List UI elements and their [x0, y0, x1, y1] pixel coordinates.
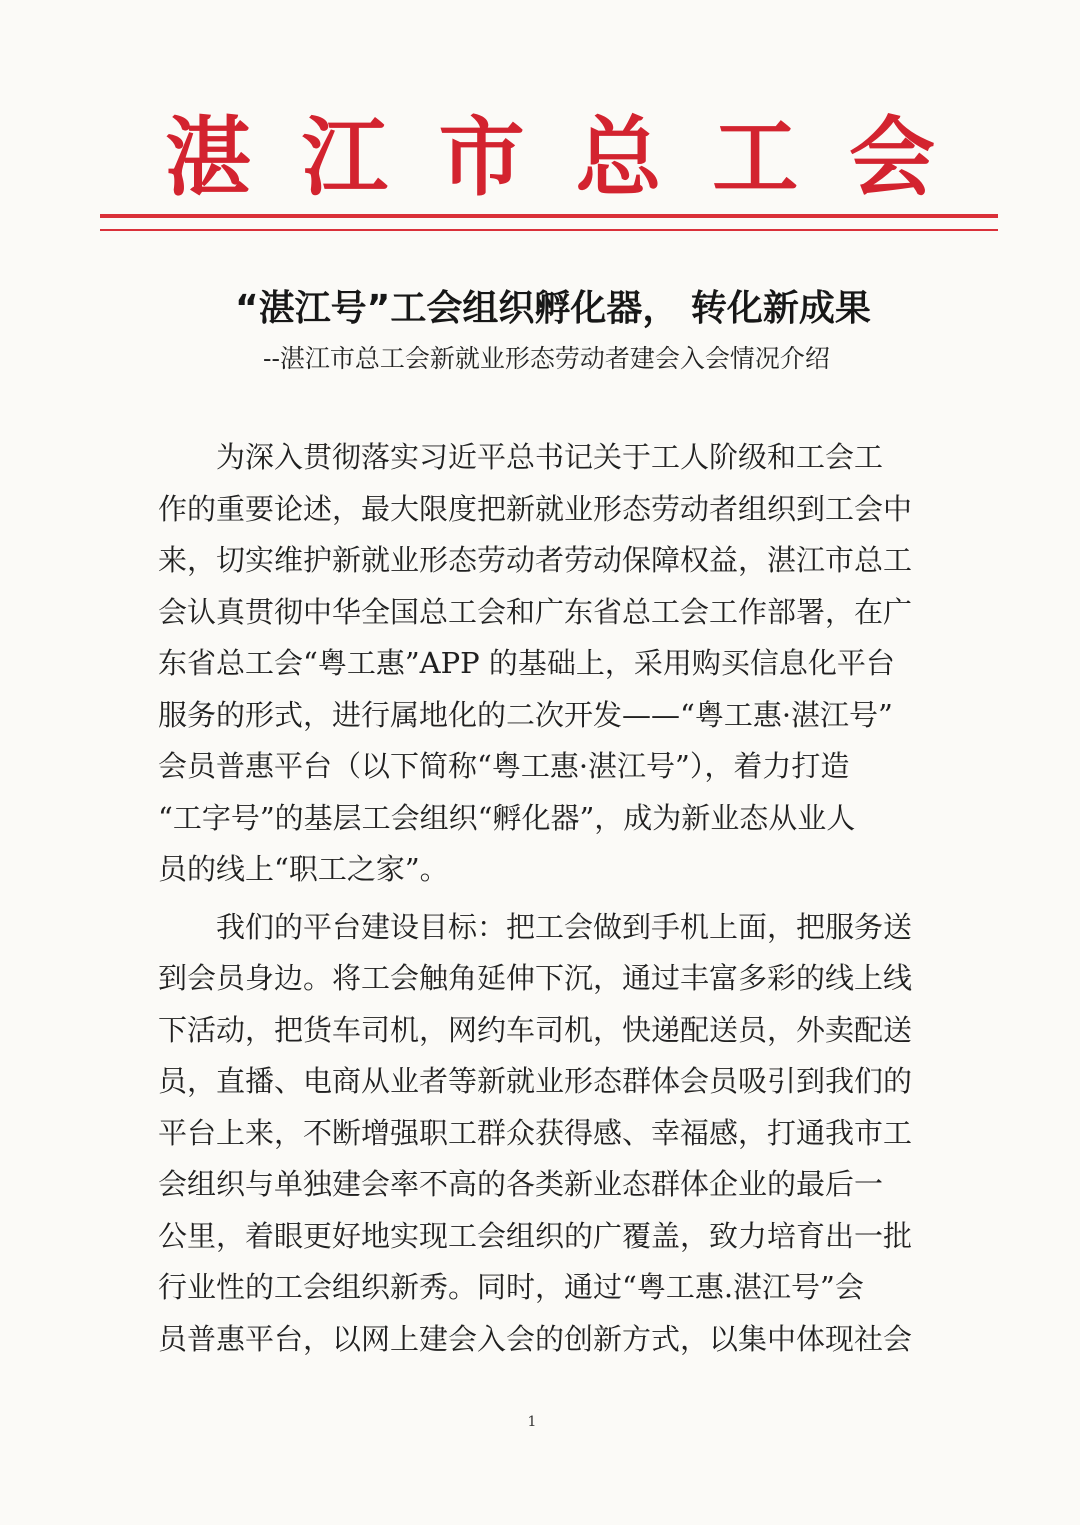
text-line: 行业性的工会组织新秀。同时，通过“粤工惠.湛江号”会 [158, 1270, 864, 1304]
text-line: 下活动，把货车司机，网约车司机，快递配送员，外卖配送 [158, 1012, 913, 1047]
text-line: 来，切实维护新就业形态劳动者劳动保障权益，湛江市总工 [158, 543, 913, 577]
text-line: 会组织与单独建会率不高的各类新业态群体企业的最后一 [158, 1167, 884, 1201]
text-line: “工字号”的基层工会组织“孵化器”，成为新业态从业人 [158, 800, 856, 835]
document-subtitle: --湛江市总工会新就业形态劳动者建会入会情况介绍 [263, 344, 830, 373]
paragraph [158, 432, 933, 896]
text-line: 为深入贯彻落实习近平总书记关于工人阶级和工会工 [158, 440, 884, 474]
text-line: 平台上来，不断增强职工群众获得感、幸福感，打通我市工 [158, 1115, 913, 1150]
paragraph [158, 902, 933, 1366]
text-line: 员，直播、电商从业者等新就业形态群体会员吸引到我们的 [158, 1064, 913, 1098]
letterhead-title [165, 105, 935, 210]
letterhead-rule-thick [100, 214, 998, 218]
letterhead-char: 总 [575, 106, 662, 208]
page-number: 1 [527, 1414, 537, 1430]
text-line: 作的重要论述，最大限度把新就业形态劳动者组织到工会中 [158, 491, 913, 526]
text-line: 员普惠平台，以网上建会入会的创新方式，以集中体现社会 [158, 1321, 913, 1356]
document-body [158, 432, 933, 1365]
letterhead-char: 会 [848, 106, 935, 208]
letterhead-char: 江 [301, 106, 388, 208]
text-line: 服务的形式，进行属地化的二次开发——“粤工惠·湛江号” [158, 697, 893, 732]
letterhead-rule-thin [100, 229, 998, 231]
text-line: 员的线上“职工之家”。 [158, 852, 449, 886]
letterhead-char: 工 [712, 106, 799, 208]
text-line: 东省总工会“粤工惠”APP 的基础上，采用购买信息化平台 [158, 646, 895, 680]
letterhead-char: 湛 [165, 106, 251, 208]
text-line: 我们的平台建设目标：把工会做到手机上面，把服务送 [158, 909, 913, 944]
text-line: 会认真贯彻中华全国总工会和广东省总工会工作部署，在广 [158, 594, 913, 629]
document-title: “湛江号”工会组织孵化器， 转化新成果 [235, 288, 871, 329]
letterhead-char: 市 [438, 106, 525, 208]
text-line: 会员普惠平台（以下简称“粤工惠·湛江号”），着力打造 [158, 749, 850, 783]
text-line: 到会员身边。将工会触角延伸下沉，通过丰富多彩的线上线 [158, 961, 913, 995]
text-line: 公里，着眼更好地实现工会组织的广覆盖，致力培育出一批 [158, 1218, 913, 1253]
